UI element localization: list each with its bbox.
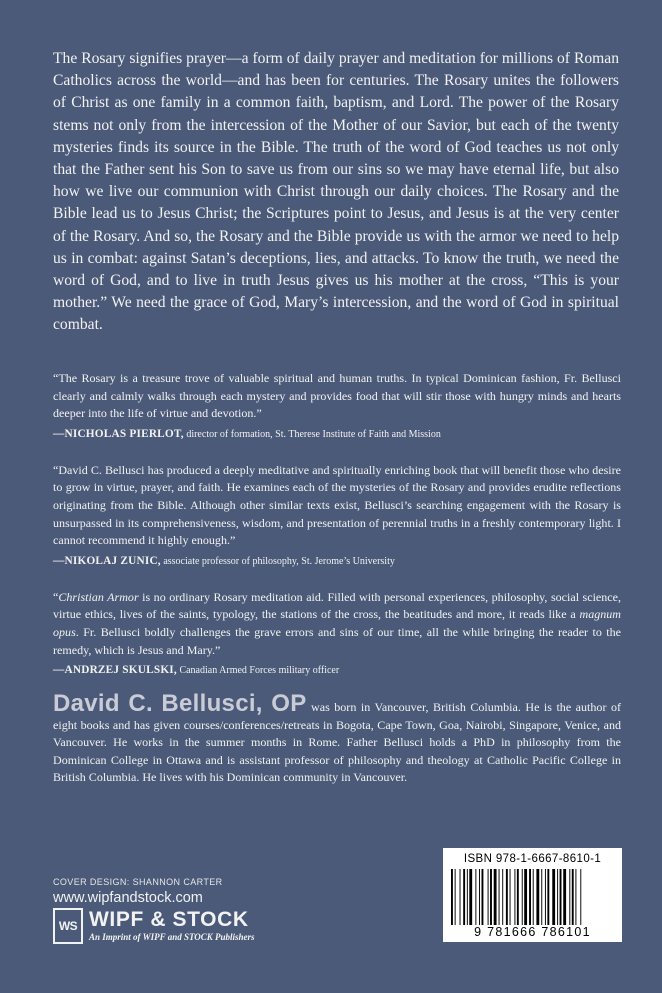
publisher-website: www.wipfandstock.com	[53, 890, 203, 906]
publisher-imprint: An Imprint of WIPF and STOCK Publishers	[89, 932, 255, 942]
barcode-bar	[482, 869, 484, 925]
barcode-bar	[524, 869, 527, 925]
barcode-bar	[533, 869, 534, 925]
author-bio-text: was born in Vancouver, British Columbia. He is the author of eight books and has given courses/conferences/retreats in Bogota, Cape Town, Goa, Nairobi, Singapore, Venice, and Vancouver. He works in the summer months in Rome. Father Bellusci holds a PhD in philosophy from the Dominican College in Ottawa and is assistant professor of philosophy and theology at Catholic Pacific College in British Columbia. He lives with his Dominican community in Vancouver.	[53, 700, 621, 785]
isbn-label: ISBN 978-1-6667-8610-1	[463, 853, 602, 865]
endorser-name: —ANDRZEJ SKULSKI,	[53, 664, 177, 677]
barcode-bar	[560, 869, 562, 925]
author-bio	[53, 690, 621, 787]
cover-design-credit: COVER DESIGN: SHANNON CARTER	[53, 877, 223, 887]
endorsement	[53, 589, 621, 678]
barcode-bar	[514, 869, 515, 925]
endorser-name: —NIKOLAJ ZUNIC,	[53, 554, 161, 567]
barcode-bar	[479, 869, 480, 925]
barcode-bar	[494, 869, 497, 925]
barcode-bar	[488, 869, 489, 925]
barcode-bar	[529, 869, 531, 925]
endorsement-text: “David C. Bellusci has produced a deeply meditative and spiritually enriching book that will benefit those who desire to grow in virtue, prayer, and faith. He examines each of the mysteries of the Rosary and provides erudite reflections originating from the Bible. Although other similar texts exist, Bellusci’s searching engagement with the Rosary is unsurpassed in its comprehensiveness, wisdom, and presentation of perennial truths in a freshly contemporary light. I cannot recommend it highly enough.”	[53, 462, 621, 548]
barcode-bar	[541, 869, 542, 925]
endorsement-text-part: . Fr. Bellusci boldly challenges the grave errors and sins of our time, all the while bringing the reader to the remedy, which is Jesus and Mary.”	[53, 624, 621, 657]
barcode-bar	[506, 869, 508, 925]
author-name: David C. Bellusci, OP	[53, 690, 307, 717]
barcode-bar	[575, 869, 576, 925]
barcode-bar	[517, 869, 519, 925]
barcode-box	[443, 848, 622, 942]
endorsement-text: “The Rosary is a treasure trove of valuable spiritual and human truths. In typical Dominican fashion, Fr. Bellusci clearly and calmly walks through each mystery and provides food that will stir those with hungry minds and hearts deeper into the life of virtue and devotion.”	[53, 371, 621, 421]
barcode-bar	[455, 869, 456, 925]
barcode-bar	[467, 869, 468, 925]
endorser-role: director of formation, St. Therese Institute of Faith and Mission	[186, 428, 441, 440]
endorsement	[53, 370, 621, 442]
endorsements	[53, 370, 621, 698]
endorser-role: Canadian Armed Forces military officer	[179, 665, 340, 677]
endorsement-text	[53, 589, 621, 659]
barcode-bar	[557, 869, 558, 925]
magnum-opus-italic: magnum opus	[53, 607, 621, 639]
barcode-bar	[499, 869, 500, 925]
endorsement-attribution	[53, 663, 621, 678]
endorser-name: —NICHOLAS PIERLOT,	[53, 427, 184, 440]
book-title-italic: Christian Armor	[58, 589, 139, 604]
barcode-bar	[545, 869, 546, 925]
barcode-digits: 9 781666 786101	[474, 925, 591, 939]
barcode-bar	[510, 869, 511, 925]
publisher-logo	[53, 908, 283, 946]
endorsement-attribution	[53, 554, 621, 569]
barcode-bar	[569, 869, 570, 925]
barcode-bar	[536, 869, 539, 925]
publisher-logo-mark: WS	[53, 908, 83, 944]
barcode-bar	[469, 869, 472, 925]
barcode-bar	[580, 869, 581, 925]
barcode-bar	[563, 869, 566, 925]
barcode-icon	[449, 869, 616, 925]
barcode-bar	[460, 869, 461, 925]
endorser-role: associate professor of philosophy, St. Jerome’s University	[163, 555, 395, 567]
endorsement-text-part: is no ordinary Rosary meditation aid. Filled with personal experiences, philosophy, social science, virtue ethics, lives of the saints, typology, the stations of the cross, the beatitudes and more, it reads like a	[53, 589, 622, 622]
publisher-name: WIPF & STOCK	[89, 908, 249, 931]
barcode-bar	[463, 869, 465, 925]
back-cover-blurb: The Rosary signifies prayer—a form of daily prayer and meditation for millions of Roman Catholics across the world—and has been for centuries. The Rosary unites the followers of Christ as one family in a common faith, baptism, and Lord. The power of the Rosary stems not only from the intercession of the Mother of our Savior, but each of the twenty mysteries finds its source in the Bible. The truth of the word of God teaches us not only that the Father sent his Son to save us from our sins so we may have eternal life, but also how we live our communion with Christ through our daily choices. The Rosary and the Bible lead us to Jesus Christ; the Scriptures point to Jesus, and Jesus is at the very center of the Rosary. And so, the Rosary and the Bible provide us with the armor we need to help us in combat: against Satan’s deceptions, lies, and attacks. To know the truth, we need the word of God, and to live in truth Jesus gives us his mother at the cross, “This is your mother.” We need the grace of God, Mary’s intercession, and the word of God in spiritual combat.	[53, 50, 619, 334]
barcode-bar	[475, 869, 476, 925]
barcode-bar	[451, 869, 453, 925]
barcode-bar	[552, 869, 555, 925]
barcode-bar	[547, 869, 549, 925]
endorsement-text-part: “	[53, 589, 59, 604]
barcode-bar	[502, 869, 503, 925]
endorsement-attribution	[53, 427, 621, 442]
barcode-bar	[522, 869, 523, 925]
barcode-bar	[572, 869, 574, 925]
endorsement	[53, 462, 621, 569]
barcode-bar	[490, 869, 492, 925]
